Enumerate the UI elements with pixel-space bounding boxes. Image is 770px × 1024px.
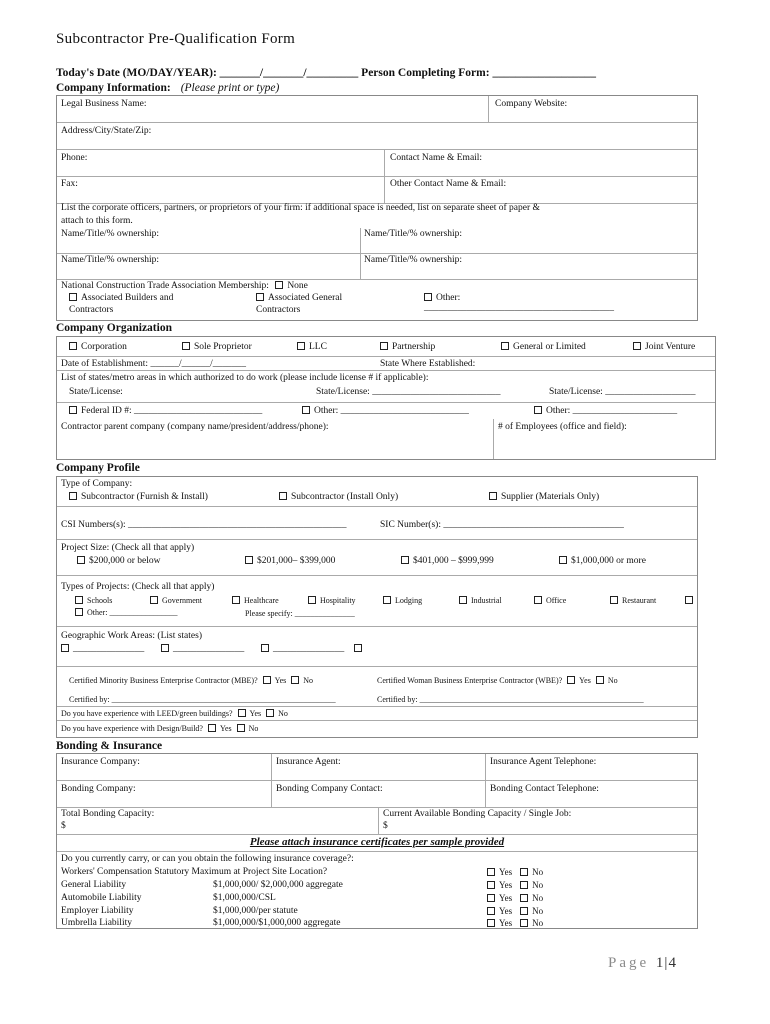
auto-yes-label: Yes bbox=[499, 893, 513, 903]
org-joint-venture[interactable] bbox=[633, 342, 695, 352]
states-authorized-label: List of states/metro areas in which authorized to do work (please include license # if applicable): bbox=[61, 373, 429, 383]
type-sub-install-label: Subcontractor (Install Only) bbox=[291, 492, 399, 502]
assoc-agc-label-2: Contractors bbox=[256, 305, 301, 315]
assoc-abc-label: Associated Builders and bbox=[81, 293, 174, 303]
address-field[interactable]: Address/City/State/Zip: bbox=[61, 126, 152, 136]
type-of-company-label: Type of Company: bbox=[61, 479, 133, 489]
workers-comp-yes-label: Yes bbox=[499, 867, 513, 877]
auto-yes-checkbox[interactable] bbox=[487, 894, 495, 902]
assoc-membership-text: National Construction Trade Association Membership: bbox=[61, 281, 269, 291]
size-200k-label: $200,000 or below bbox=[89, 556, 161, 566]
page-separator: | bbox=[664, 955, 669, 971]
proj-hospitality-label: Hospitality bbox=[320, 596, 356, 605]
geographic-label: Geographic Work Areas: (List states) bbox=[61, 631, 202, 641]
assoc-abc-option[interactable] bbox=[69, 293, 173, 303]
assoc-abc-checkbox[interactable] bbox=[69, 293, 77, 301]
bonding-contact-tel-field[interactable]: Bonding Contact Telephone: bbox=[490, 784, 599, 794]
org-partnership[interactable] bbox=[380, 342, 435, 352]
org-corporation[interactable] bbox=[69, 342, 127, 352]
org-general-limited[interactable] bbox=[501, 342, 586, 352]
org-general-checkbox[interactable] bbox=[501, 342, 509, 350]
proj-healthcare-label: Healthcare bbox=[244, 596, 279, 605]
design-build-question bbox=[61, 724, 258, 733]
general-yes-checkbox[interactable] bbox=[487, 881, 495, 889]
coverage-employer-options bbox=[487, 906, 543, 916]
auto-no-checkbox[interactable] bbox=[520, 894, 528, 902]
officer-3-field[interactable]: Name/Title/% ownership: bbox=[61, 255, 160, 265]
officer-2-field[interactable]: Name/Title/% ownership: bbox=[364, 229, 463, 239]
org-llc[interactable] bbox=[297, 342, 327, 352]
org-sole-proprietor[interactable] bbox=[182, 342, 252, 352]
mbe-yes-label: Yes bbox=[274, 676, 287, 685]
org-other-1-label: Other: ___________________________ bbox=[314, 406, 469, 416]
company-info-heading bbox=[56, 82, 279, 94]
umbrella-yes-checkbox[interactable] bbox=[487, 919, 495, 927]
coverage-workers-comp-options bbox=[487, 867, 543, 877]
insurance-agent-tel-field[interactable]: Insurance Agent Telephone: bbox=[490, 757, 597, 767]
coverage-general-liability: General Liability bbox=[61, 880, 127, 890]
bonding-contact-field[interactable]: Bonding Company Contact: bbox=[276, 784, 383, 794]
assoc-agc-option[interactable] bbox=[256, 293, 342, 303]
fax-field[interactable]: Fax: bbox=[61, 179, 78, 189]
parent-company-field[interactable]: Contractor parent company (company name/president/address/phone): bbox=[61, 422, 329, 432]
org-corporation-label: Corporation bbox=[81, 342, 127, 352]
org-jv-label: Joint Venture bbox=[645, 342, 696, 352]
legal-name-field[interactable]: Legal Business Name: bbox=[61, 99, 147, 109]
proj-industrial-label: Industrial bbox=[471, 596, 502, 605]
org-other-2-checkbox[interactable] bbox=[534, 406, 542, 414]
bonding-company-field[interactable]: Bonding Company: bbox=[61, 784, 136, 794]
state-license-2[interactable]: State/License: ___________________________ bbox=[316, 387, 501, 397]
org-other-1[interactable] bbox=[302, 406, 469, 416]
officer-1-field[interactable]: Name/Title/% ownership: bbox=[61, 229, 160, 239]
types-of-projects-label: Types of Projects: (Check all that apply) bbox=[61, 582, 215, 592]
size-201k-label: $201,000– $399,000 bbox=[257, 556, 336, 566]
page-number bbox=[608, 955, 677, 972]
assoc-other-option[interactable] bbox=[424, 293, 460, 303]
total-capacity-field[interactable]: Total Bonding Capacity: bbox=[61, 809, 155, 819]
type-sub-furnish-label: Subcontractor (Furnish & Install) bbox=[81, 492, 208, 502]
assoc-other-line[interactable]: ________________________________________ bbox=[424, 303, 614, 313]
please-specify-field[interactable]: Please specify: _______________ bbox=[245, 609, 355, 618]
coverage-question: Do you currently carry, or can you obtain the following insurance coverage?: bbox=[61, 854, 354, 864]
geo-2-line: _______________ bbox=[173, 644, 245, 654]
page-label: Page bbox=[608, 955, 650, 971]
type-supplier-label: Supplier (Materials Only) bbox=[501, 492, 600, 502]
page-total: 4 bbox=[668, 955, 677, 971]
coverage-general-options bbox=[487, 880, 543, 890]
insurance-company-field[interactable]: Insurance Company: bbox=[61, 757, 140, 767]
general-no-checkbox[interactable] bbox=[520, 881, 528, 889]
general-no-label: No bbox=[532, 880, 544, 890]
assoc-other-checkbox[interactable] bbox=[424, 293, 432, 301]
assoc-none-label: None bbox=[287, 281, 308, 291]
leed-yes-label: Yes bbox=[249, 709, 262, 718]
officers-note-2: attach to this form. bbox=[61, 216, 133, 226]
coverage-umbrella-liability: Umbrella Liability bbox=[61, 918, 132, 928]
company-profile-box bbox=[56, 476, 698, 738]
company-org-box bbox=[56, 336, 716, 460]
assoc-abc-label-2: Contractors bbox=[69, 305, 114, 315]
phone-field[interactable]: Phone: bbox=[61, 153, 88, 163]
design-build-yes-checkbox[interactable] bbox=[208, 724, 216, 732]
org-jv-checkbox[interactable] bbox=[633, 342, 641, 350]
officer-4-field[interactable]: Name/Title/% ownership: bbox=[364, 255, 463, 265]
auto-no-label: No bbox=[532, 893, 544, 903]
workers-comp-no-checkbox[interactable] bbox=[520, 868, 528, 876]
federal-id-option[interactable] bbox=[69, 406, 262, 416]
design-build-no-checkbox[interactable] bbox=[237, 724, 245, 732]
mbe-no-label: No bbox=[303, 676, 314, 685]
design-build-yes-label: Yes bbox=[219, 724, 232, 733]
coverage-umbrella-options bbox=[487, 918, 543, 928]
state-license-3[interactable]: State/License: ___________________ bbox=[549, 387, 696, 397]
contact-field[interactable]: Contact Name & Email: bbox=[390, 153, 483, 163]
csi-numbers-field[interactable]: CSI Numbers(s): ______________________________________________ bbox=[61, 520, 347, 530]
company-org-heading: Company Organization bbox=[56, 322, 172, 334]
umbrella-no-checkbox[interactable] bbox=[520, 919, 528, 927]
page-current: 1 bbox=[655, 955, 665, 971]
geo-3-line: _______________ bbox=[273, 644, 345, 654]
federal-id-checkbox[interactable] bbox=[69, 406, 77, 414]
company-profile-heading: Company Profile bbox=[56, 462, 140, 474]
wbe-label: Certified Woman Business Enterprise Contractor (WBE)? bbox=[377, 676, 563, 685]
sic-numbers-field[interactable]: SIC Number(s): ______________________________________ bbox=[380, 520, 624, 530]
officers-note: List the corporate officers, partners, or proprietors of your firm: if additional space is needed, list on separate sheet of paper & bbox=[61, 203, 540, 213]
wbe-no-label: No bbox=[607, 676, 618, 685]
current-capacity-field[interactable]: Current Available Bonding Capacity / Single Job: bbox=[383, 809, 572, 819]
umbrella-yes-label: Yes bbox=[499, 918, 513, 928]
proj-schools-label: Schools bbox=[87, 596, 113, 605]
assoc-none-checkbox[interactable] bbox=[275, 281, 283, 289]
org-partnership-label: Partnership bbox=[392, 342, 436, 352]
org-general-label: General or Limited bbox=[513, 342, 586, 352]
umbrella-no-label: No bbox=[532, 918, 544, 928]
employer-yes-checkbox[interactable] bbox=[487, 907, 495, 915]
design-build-label: Do you have experience with Design/Build? bbox=[61, 724, 203, 733]
proj-restaurant-label: Restaurant bbox=[622, 596, 657, 605]
org-sole-checkbox[interactable] bbox=[182, 342, 190, 350]
wbe-yes-label: Yes bbox=[579, 676, 591, 685]
mbe-certified-by[interactable]: Certified by: ________________________________________________________ bbox=[69, 695, 336, 704]
bonding-heading: Bonding & Insurance bbox=[56, 740, 163, 752]
org-corporation-checkbox[interactable] bbox=[69, 342, 77, 350]
org-llc-label: LLC bbox=[309, 342, 327, 352]
org-other-2[interactable] bbox=[534, 406, 677, 416]
leed-no-label: No bbox=[278, 709, 288, 718]
assoc-agc-checkbox[interactable] bbox=[256, 293, 264, 301]
coverage-workers-comp: Workers' Compensation Statutory Maximum at Project Site Location? bbox=[61, 867, 328, 877]
website-field[interactable]: Company Website: bbox=[495, 99, 568, 109]
workers-comp-no-label: No bbox=[532, 867, 544, 877]
company-info-box bbox=[56, 95, 698, 321]
design-build-no-label: No bbox=[248, 724, 259, 733]
proj-other-label: Other: _________________ bbox=[87, 608, 178, 617]
state-license-1[interactable]: State/License: bbox=[69, 387, 123, 397]
proj-office-label: Office bbox=[546, 596, 567, 605]
bonding-box bbox=[56, 753, 698, 929]
general-yes-label: Yes bbox=[499, 880, 513, 890]
assoc-agc-label: Associated General bbox=[268, 293, 343, 303]
assoc-membership-label bbox=[61, 281, 308, 291]
other-contact-field[interactable]: Other Contact Name & Email: bbox=[390, 179, 507, 189]
federal-id-label: Federal ID #: ___________________________ bbox=[81, 406, 263, 416]
employer-yes-label: Yes bbox=[499, 906, 513, 916]
employer-no-checkbox[interactable] bbox=[520, 907, 528, 915]
coverage-auto-liability-amount: $1,000,000/CSL bbox=[213, 893, 276, 903]
proj-government-label: Government bbox=[162, 596, 202, 605]
size-1m-label: $1,000,000 or more bbox=[571, 556, 646, 566]
coverage-umbrella-liability-amount: $1,000,000/$1,000,000 aggregate bbox=[213, 918, 341, 928]
workers-comp-yes-checkbox[interactable] bbox=[487, 868, 495, 876]
state-established-field[interactable]: State Where Established: bbox=[380, 359, 476, 369]
coverage-auto-options bbox=[487, 893, 543, 903]
employer-no-label: No bbox=[532, 906, 544, 916]
leed-label: Do you have experience with LEED/green buildings? bbox=[61, 709, 233, 718]
date-and-person-line[interactable]: Today's Date (MO/DAY/YEAR): _______/_______/_________ Person Completing Form: __________________ bbox=[56, 67, 596, 79]
coverage-auto-liability: Automobile Liability bbox=[61, 893, 142, 903]
geo-1-line: _______________ bbox=[73, 644, 145, 654]
org-llc-checkbox[interactable] bbox=[297, 342, 305, 350]
size-401k-label: $401,000 – $999,999 bbox=[413, 556, 494, 566]
org-other-1-checkbox[interactable] bbox=[302, 406, 310, 414]
org-partnership-checkbox[interactable] bbox=[380, 342, 388, 350]
date-established-field[interactable]: Date of Establishment: ______/______/_______ bbox=[61, 359, 246, 369]
wbe-certified-by[interactable]: Certified by: ________________________________________________________ bbox=[377, 695, 644, 704]
employees-field[interactable]: # of Employees (office and field): bbox=[498, 422, 627, 432]
company-info-subtitle: (Please print or type) bbox=[180, 82, 280, 94]
company-info-title: Company Information: bbox=[56, 82, 171, 94]
project-size-label: Project Size: (Check all that apply) bbox=[61, 543, 195, 553]
mbe-label: Certified Minority Business Enterprise Contractor (MBE)? bbox=[69, 676, 258, 685]
proj-lodging-label: Lodging bbox=[395, 596, 423, 605]
current-capacity-dollar: $ bbox=[383, 821, 388, 831]
attach-certificates-note: Please attach insurance certificates per sample provided bbox=[249, 836, 505, 848]
insurance-agent-field[interactable]: Insurance Agent: bbox=[276, 757, 341, 767]
org-other-2-label: Other: ______________________ bbox=[546, 406, 678, 416]
coverage-employer-liability: Employer Liability bbox=[61, 906, 134, 916]
form-title: Subcontractor Pre-Qualification Form bbox=[56, 31, 296, 47]
total-capacity-dollar: $ bbox=[61, 821, 66, 831]
assoc-other-label: Other: bbox=[436, 293, 461, 303]
coverage-employer-liability-amount: $1,000,000/per statute bbox=[213, 906, 298, 916]
org-sole-label: Sole Proprietor bbox=[194, 342, 252, 352]
coverage-general-liability-amount: $1,000,000/ $2,000,000 aggregate bbox=[213, 880, 343, 890]
